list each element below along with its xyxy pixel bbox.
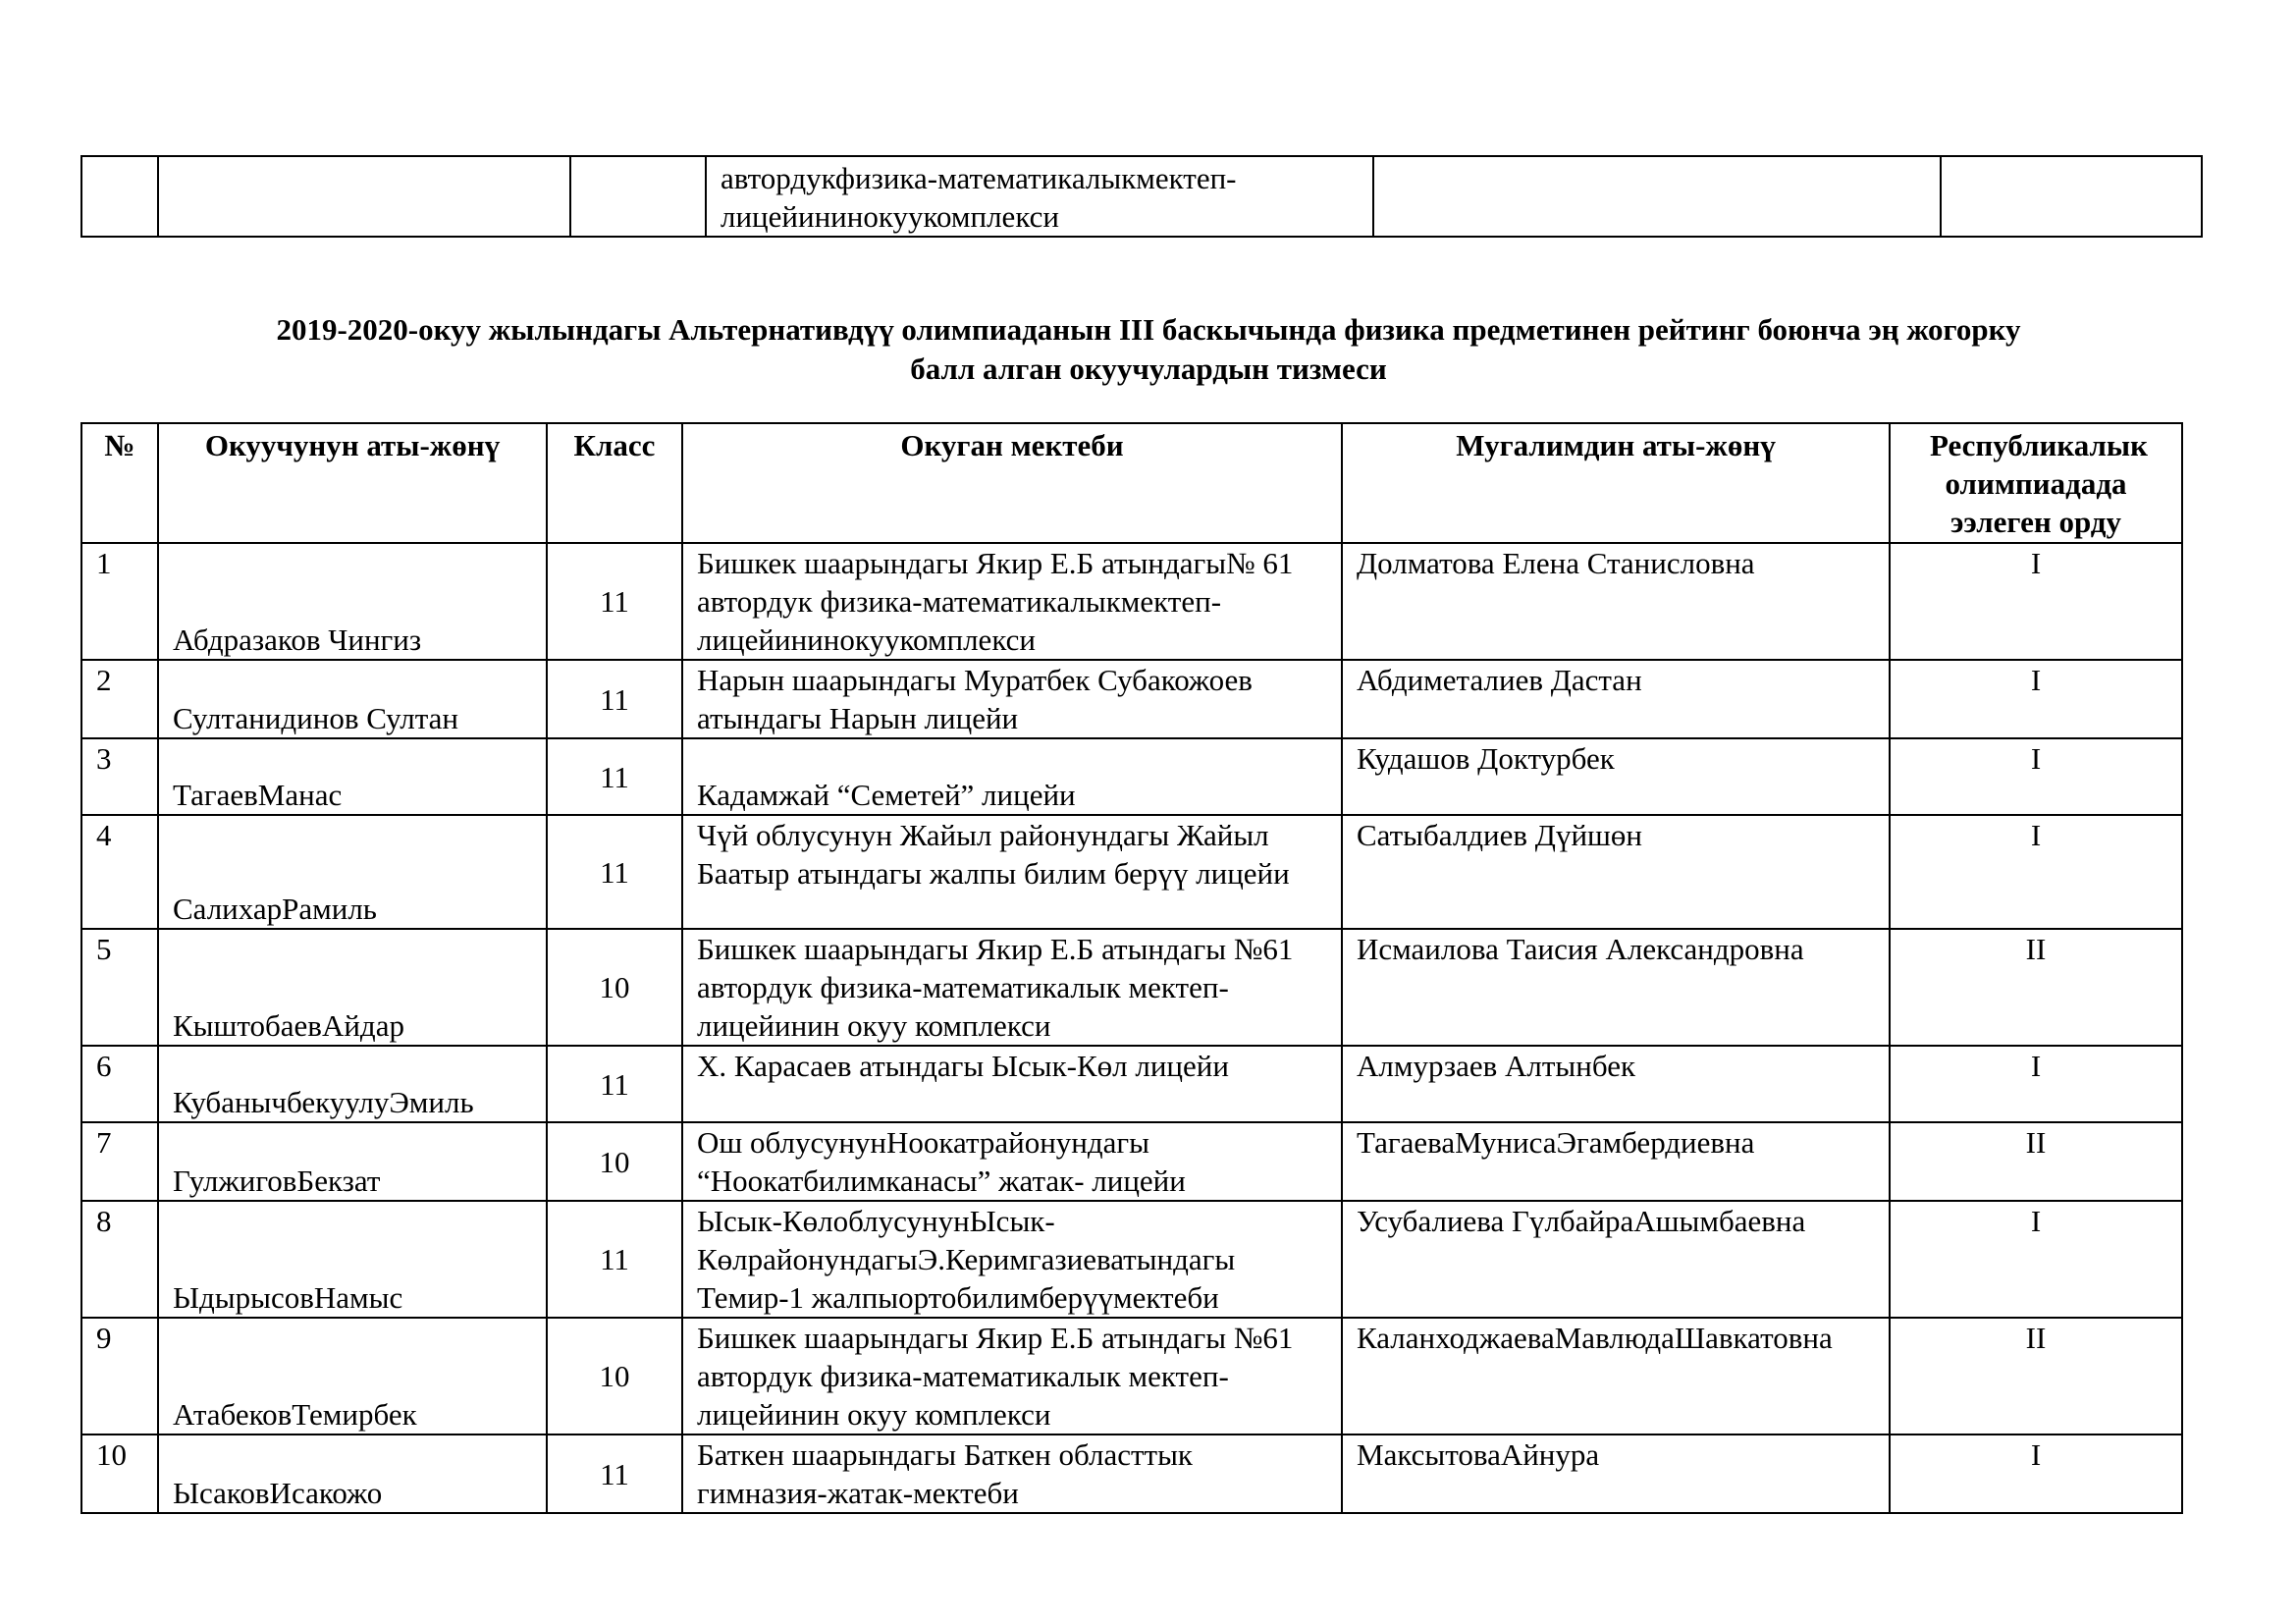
table-row xyxy=(81,543,2182,660)
rating-table-body xyxy=(81,543,2182,1513)
cell-num: 9 xyxy=(81,1318,158,1435)
table-row xyxy=(81,1318,2182,1435)
cell-school: Чүй облусунун Жайыл районундагы Жайыл Баатыр атындагы жалпы билим берүү лицейи xyxy=(682,815,1342,929)
header-class: Класс xyxy=(547,423,682,543)
table-row xyxy=(81,929,2182,1046)
table-row xyxy=(81,156,2202,237)
cell-student-name: КубанычбекуулуЭмиль xyxy=(158,1046,547,1122)
table-cell xyxy=(1941,156,2202,237)
cell-teacher: Кудашов Доктурбек xyxy=(1342,738,1890,815)
cell-school: Ысык-КөлоблусунунЫсык-КөлрайонундагыЭ.Керимгазиеватындагы Темир-1 жалпыортобилимберүүмектеби xyxy=(682,1201,1342,1318)
cell-student-name: ТагаевМанас xyxy=(158,738,547,815)
table-row xyxy=(81,1201,2182,1318)
cell-teacher: Усубалиева ГүлбайраАшымбаевна xyxy=(1342,1201,1890,1318)
cell-class: 11 xyxy=(547,738,682,815)
cell-place: I xyxy=(1890,1201,2182,1318)
cell-school: Ош облусунунНоокатрайонундагы “Ноокатбилимканасы” жатак- лицейи xyxy=(682,1122,1342,1201)
cell-school: Бишкек шаарындагы Якир Е.Б атындагы №61 автордук физика-математикалык мектеп-лицейинин окуу комплекси xyxy=(682,1318,1342,1435)
cell-school: Нарын шаарындагы Муратбек Субакожоев атындагы Нарын лицейи xyxy=(682,660,1342,738)
table-row xyxy=(81,1122,2182,1201)
cell-class: 10 xyxy=(547,1318,682,1435)
cell-teacher: Исмаилова Таисия Александровна xyxy=(1342,929,1890,1046)
cell-num: 4 xyxy=(81,815,158,929)
cell-place: I xyxy=(1890,543,2182,660)
cell-teacher: Алмурзаев Алтынбек xyxy=(1342,1046,1890,1122)
cell-teacher: Сатыбалдиев Дүйшөн xyxy=(1342,815,1890,929)
cell-num: 2 xyxy=(81,660,158,738)
cell-place: II xyxy=(1890,929,2182,1046)
cell-school: Бишкек шаарындагы Якир Е.Б атындагы№ 61 автордук физика-математикалыкмектеп-лицейининокуукомплекси xyxy=(682,543,1342,660)
cell-school: Бишкек шаарындагы Якир Е.Б атындагы №61 автордук физика-математикалык мектеп-лицейинин окуу комплекси xyxy=(682,929,1342,1046)
cell-teacher: Абдиметалиев Дастан xyxy=(1342,660,1890,738)
header-school: Окуган мектеби xyxy=(682,423,1342,543)
cell-class: 11 xyxy=(547,815,682,929)
cell-place: II xyxy=(1890,1318,2182,1435)
table-row xyxy=(81,738,2182,815)
header-name: Окуучунун аты-жөнү xyxy=(158,423,547,543)
cell-student-name: ЫсаковИсакожо xyxy=(158,1435,547,1513)
cell-student-name: ЫдырысовНамыс xyxy=(158,1201,547,1318)
cell-place: I xyxy=(1890,815,2182,929)
cell-place: II xyxy=(1890,1122,2182,1201)
table-cell-school: автордукфизика-математикалыкмектеп-лицейининокуукомплекси xyxy=(706,156,1373,237)
cell-school: Х. Карасаев атындагы Ысык-Көл лицейи xyxy=(682,1046,1342,1122)
cell-class: 11 xyxy=(547,1435,682,1513)
cell-num: 7 xyxy=(81,1122,158,1201)
table-cell xyxy=(1373,156,1941,237)
cell-num: 8 xyxy=(81,1201,158,1318)
cell-student-name: Султанидинов Султан xyxy=(158,660,547,738)
cell-teacher: Долматова Елена Станисловна xyxy=(1342,543,1890,660)
cell-place: I xyxy=(1890,1046,2182,1122)
header-teacher: Мугалимдин аты-жөнү xyxy=(1342,423,1890,543)
cell-student-name: ГулжиговБекзат xyxy=(158,1122,547,1201)
cell-school: Кадамжай “Семетей” лицейи xyxy=(682,738,1342,815)
table-row xyxy=(81,660,2182,738)
cell-student-name: КыштобаевАйдар xyxy=(158,929,547,1046)
table-cell xyxy=(81,156,158,237)
table-header-row xyxy=(81,423,2182,543)
table-cell xyxy=(570,156,706,237)
cell-teacher: ТагаеваМунисаЭгамбердиевна xyxy=(1342,1122,1890,1201)
cell-place: I xyxy=(1890,1435,2182,1513)
cell-teacher: МаксытоваАйнура xyxy=(1342,1435,1890,1513)
cell-num: 6 xyxy=(81,1046,158,1122)
cell-teacher: КаланходжаеваМавлюдаШавкатовна xyxy=(1342,1318,1890,1435)
header-num: № xyxy=(81,423,158,543)
title-line-2: балл алган окуучулардын тизмеси xyxy=(910,352,1387,386)
cell-num: 3 xyxy=(81,738,158,815)
header-place: Республикалык олимпиадада ээлеген орду xyxy=(1890,423,2182,543)
title-line-1: 2019-2020-окуу жылындагы Альтернативдүү олимпиаданын III баскычында физика предметинен рейтинг боюнча эң жогорку xyxy=(276,312,2021,347)
cell-class: 11 xyxy=(547,1046,682,1122)
table-row xyxy=(81,1046,2182,1122)
cell-num: 1 xyxy=(81,543,158,660)
cell-class: 11 xyxy=(547,543,682,660)
table-row xyxy=(81,815,2182,929)
cell-student-name: СалихарРамиль xyxy=(158,815,547,929)
cell-class: 11 xyxy=(547,1201,682,1318)
cell-place: I xyxy=(1890,738,2182,815)
cell-place: I xyxy=(1890,660,2182,738)
cell-num: 10 xyxy=(81,1435,158,1513)
cell-class: 10 xyxy=(547,929,682,1046)
cell-num: 5 xyxy=(81,929,158,1046)
page-title xyxy=(137,310,2160,389)
cell-school: Баткен шаарындагы Баткен областтык гимназия-жатак-мектеби xyxy=(682,1435,1342,1513)
previous-page-table-continuation xyxy=(80,155,2203,238)
cell-student-name: Абдразаков Чингиз xyxy=(158,543,547,660)
table-row xyxy=(81,1435,2182,1513)
cell-class: 10 xyxy=(547,1122,682,1201)
cell-student-name: АтабековТемирбек xyxy=(158,1318,547,1435)
rating-table xyxy=(80,422,2183,1514)
table-cell xyxy=(158,156,570,237)
cell-class: 11 xyxy=(547,660,682,738)
